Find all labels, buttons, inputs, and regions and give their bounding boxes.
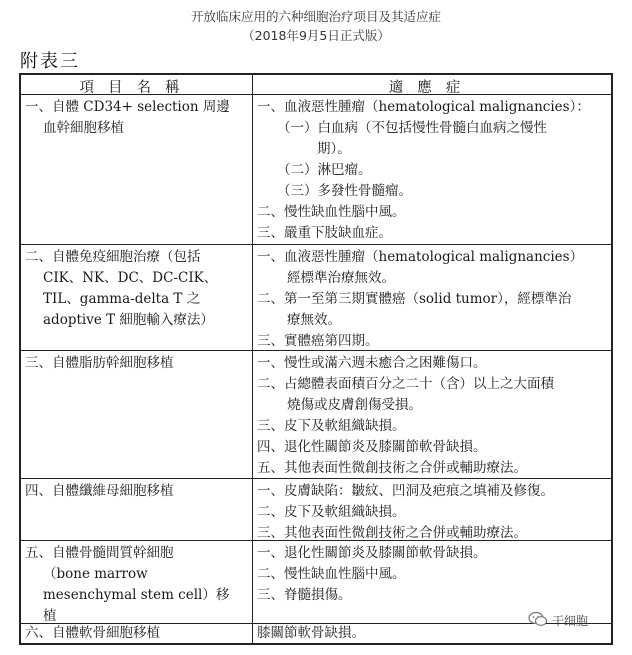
table-row <box>21 351 611 479</box>
indication-line: 三、其他表面性微創技術之合併或輔助療法。 <box>257 525 527 541</box>
indication-line: 二、慢性缺血性腦中風。 <box>257 566 406 582</box>
indication-line: 二、慢性缺血性腦中風。 <box>257 204 406 220</box>
page-subtitle: （2018年9月5日正式版） <box>242 28 390 43</box>
indication-line: 二、第一至第三期實體癌（solid tumor），經標準治 <box>257 291 572 307</box>
item-name-line: 四、自體纖維母細胞移植 <box>25 483 174 499</box>
watermark-text: 干细胞 <box>552 614 589 628</box>
item-name-line: 三、自體脂肪幹細胞移植 <box>25 355 174 371</box>
indication-line: 療無效。 <box>287 312 341 328</box>
wechat-icon <box>528 611 548 630</box>
indication-line: 三、脊髓損傷。 <box>257 587 352 603</box>
item-name-line: TIL、gamma-delta T 之 <box>43 291 201 307</box>
indications-cell <box>257 543 609 606</box>
appendix-label: 附表三 <box>20 51 80 72</box>
indication-line: 三、實體癌第四期。 <box>257 333 379 349</box>
indication-line: 一、退化性關節炎及膝關節軟骨缺損。 <box>257 545 487 561</box>
indication-line: 一、血液惡性腫瘤（hematological malignancies） <box>257 249 584 265</box>
indication-line: 五、其他表面性微創技術之合併或輔助療法。 <box>257 460 527 476</box>
indications-cell <box>257 247 609 352</box>
item-name-line: 二、自體免疫細胞治療（包括 <box>25 249 201 265</box>
watermark <box>528 611 588 630</box>
item-name-line: 一、自體 CD34+ selection 周邊 <box>25 99 230 115</box>
table-header-row <box>21 75 611 95</box>
item-name-cell <box>25 623 249 644</box>
item-name-line: mesenchymal stem cell）移 <box>43 587 230 603</box>
indication-line: 膝關節軟骨缺損。 <box>257 625 365 641</box>
item-name-line: adoptive T 細胞輸入療法） <box>43 312 214 328</box>
table-row <box>21 95 611 245</box>
item-name-line: 植 <box>43 608 57 624</box>
indications-table <box>19 73 613 645</box>
table-row <box>21 541 611 624</box>
indication-line: 一、慢性或滿六週未癒合之困難傷口。 <box>257 355 487 371</box>
item-name-cell <box>25 353 249 374</box>
indication-line: 一、皮膚缺陷：皺紋、凹洞及疤痕之填補及修復。 <box>257 483 554 499</box>
item-name-cell <box>25 481 249 502</box>
table-row <box>21 624 611 643</box>
indication-line: 三、嚴重下肢缺血症。 <box>257 225 392 241</box>
indication-line: 二、占總體表面積百分之二十（含）以上之大面積 <box>257 376 554 392</box>
item-name-line: 五、自體骨髓間質幹細胞 <box>25 545 174 561</box>
item-name-line: 血幹細胞移植 <box>43 120 124 136</box>
header-item-name: 項目名稱 <box>79 80 194 96</box>
item-name-cell <box>25 97 249 139</box>
indication-line: （一）白血病（不包括慢性骨髓白血病之慢性 <box>277 120 547 136</box>
indications-cell <box>257 97 609 244</box>
item-name-line: CIK、NK、DC、DC-CIK、 <box>43 270 218 286</box>
indications-cell <box>257 353 609 479</box>
table-row <box>21 245 611 351</box>
item-name-cell <box>25 543 249 627</box>
indication-line: 期）。 <box>317 141 351 157</box>
item-name-line: （bone marrow <box>43 566 148 582</box>
item-name-line: 六、自體軟骨細胞移植 <box>25 625 160 641</box>
indication-line: 二、皮下及軟組織缺損。 <box>257 504 406 520</box>
indication-line: （二）淋巴瘤。 <box>277 162 372 178</box>
indication-line: 燒傷或皮膚創傷受損。 <box>287 397 422 413</box>
table-row <box>21 479 611 541</box>
page-title: 开放临床应用的六种细胞治疗项目及其适应症 <box>190 9 441 24</box>
indications-cell <box>257 481 609 544</box>
indication-line: 一、血液惡性腫瘤（hematological malignancies）： <box>257 99 590 115</box>
item-name-cell <box>25 247 249 331</box>
indication-line: 經標準治療無效。 <box>287 270 395 286</box>
indication-line: 四、退化性關節炎及膝關節軟骨缺損。 <box>257 439 487 455</box>
indication-line: 三、皮下及軟組織缺損。 <box>257 418 406 434</box>
indication-line: （三）多發性骨髓瘤。 <box>277 183 412 199</box>
header-indications: 適應症 <box>388 80 475 96</box>
